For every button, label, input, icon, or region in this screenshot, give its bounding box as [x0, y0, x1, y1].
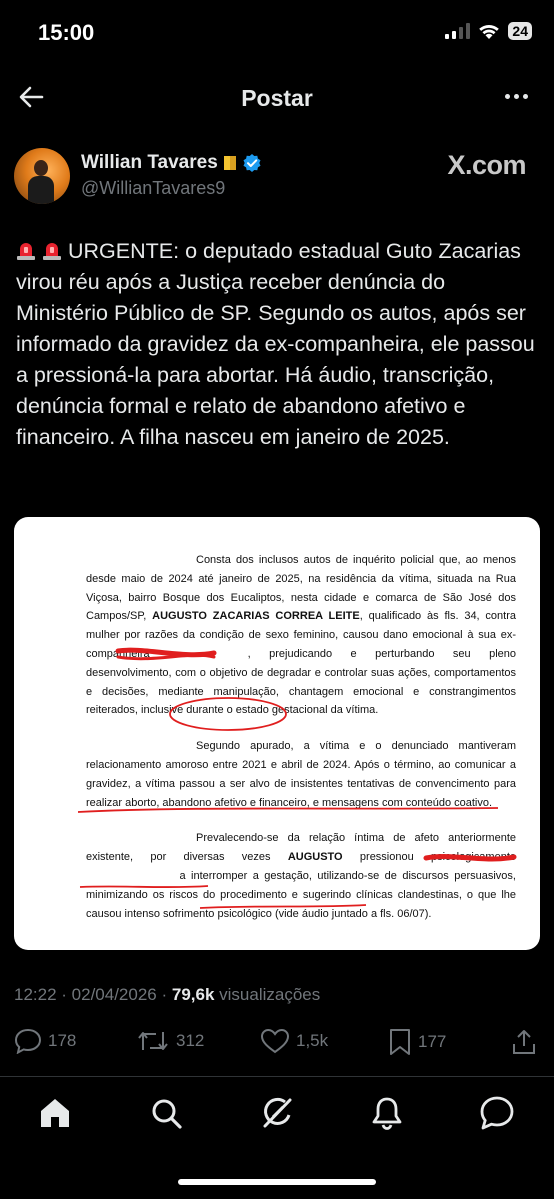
status-time: 15:00 — [38, 20, 95, 45]
author-handle[interactable]: @WillianTavares9 — [81, 178, 226, 198]
bookmark-button[interactable]: 177 — [388, 1028, 446, 1056]
like-button[interactable]: 1,5k — [260, 1028, 328, 1054]
post-body: URGENTE: o deputado estadual Guto Zacarias virou réu após a Justiça receber denúncia do Ministério Público de SP. Segundo os autos, após ser informado da gravidez da ex-companheira, ele passou a pressioná-la para abortar. Há áudio, transcrição, denúncia formal e relato de abandono afetivo e financeiro. A filha nasceu em janeiro de 2025. — [16, 239, 535, 449]
heart-icon — [260, 1028, 290, 1054]
share-button[interactable] — [510, 1028, 538, 1056]
share-icon — [510, 1028, 538, 1056]
search-icon[interactable] — [148, 1095, 184, 1131]
action-bar — [14, 1028, 540, 1058]
views-label: visualizações — [219, 985, 321, 1004]
post-text — [16, 236, 540, 453]
verified-badge-icon — [242, 153, 262, 173]
messages-icon[interactable] — [479, 1095, 515, 1131]
siren-emoji-icon — [42, 239, 62, 261]
grok-icon[interactable] — [259, 1095, 295, 1131]
status-icons — [445, 22, 532, 40]
siren-emoji-icon — [16, 239, 36, 261]
reply-button[interactable]: 178 — [14, 1028, 76, 1054]
document-paragraph: Consta dos inclusos autos de inquérito policial que, ao menos desde maio de 2024 até janeiro de 2025, na residência da vítima, situada na Rua Viçosa, bairro Bosque dos Eucaliptos, nesta cidade e comarca de São José dos Campos/SP, AUGUSTO ZACARIAS CORREA LEITE, qualificado às fls. 34, contra mulher por razões da condição de sexo feminino, causou dano emocional à sua ex-companheira , prejudicando e perturbando seu pleno desenvolvimento, com o objetivo de degradar e controlar suas ações, comportamentos e decisões, mediante manipulação, chantagem emocional e constrangimentos reiterados, inclusive durante o estado gestacional da vítima. — [86, 554, 517, 717]
bottom-navigation — [0, 1077, 554, 1157]
views-count[interactable]: 79,6k — [171, 985, 215, 1004]
avatar[interactable] — [14, 148, 70, 204]
flag-icon — [224, 156, 236, 170]
bookmark-icon — [388, 1028, 412, 1056]
home-indicator — [178, 1179, 376, 1185]
post-time: 12:22 — [14, 985, 57, 1004]
repost-icon — [136, 1028, 170, 1054]
post-date: 02/04/2026 — [71, 985, 157, 1004]
notifications-bell-icon[interactable] — [369, 1095, 405, 1131]
battery-indicator: 24 — [508, 22, 532, 40]
author-name-row[interactable] — [81, 152, 262, 174]
wifi-icon — [478, 23, 500, 40]
red-annotations — [14, 517, 540, 950]
xcom-watermark: X.com — [447, 150, 526, 180]
post-meta: 12:22 · 02/04/2026 · 79,6k visualizações — [14, 985, 321, 1004]
attached-document-image[interactable] — [14, 517, 540, 950]
repost-button[interactable]: 312 — [136, 1028, 204, 1054]
home-icon[interactable] — [37, 1095, 73, 1131]
reply-icon — [14, 1028, 42, 1054]
signal-icon — [445, 23, 470, 39]
document-paragraph: Segundo apurado, a vítima e o denunciado mantiveram relacionamento amoroso entre 2021 e abril de 2024. Após o término, ao comunicar a gravidez, a vítima passou a ser alvo de insistentes tentativas de convencimento para realizar aborto, abandono afetivo e financeiro, e mensagens com conteúdo coativo. — [86, 740, 516, 809]
more-options-icon[interactable] — [505, 94, 528, 99]
author-name[interactable]: Willian Tavares — [81, 152, 218, 173]
page-title: Postar — [241, 85, 313, 111]
document-paragraph: Prevalecendo-se da relação íntima de afeto anteriormente existente, por diversas vezes AUGUSTO pressionou psicologicamente a interromper a gestação, utilizando-se de discursos persuasivos, minimizando os riscos do procedimento e sugerindo clínicas clandestinas, o que lhe causou intenso sofrimento psicológico (vide áudio juntado a fls. 06/07). — [86, 832, 516, 920]
